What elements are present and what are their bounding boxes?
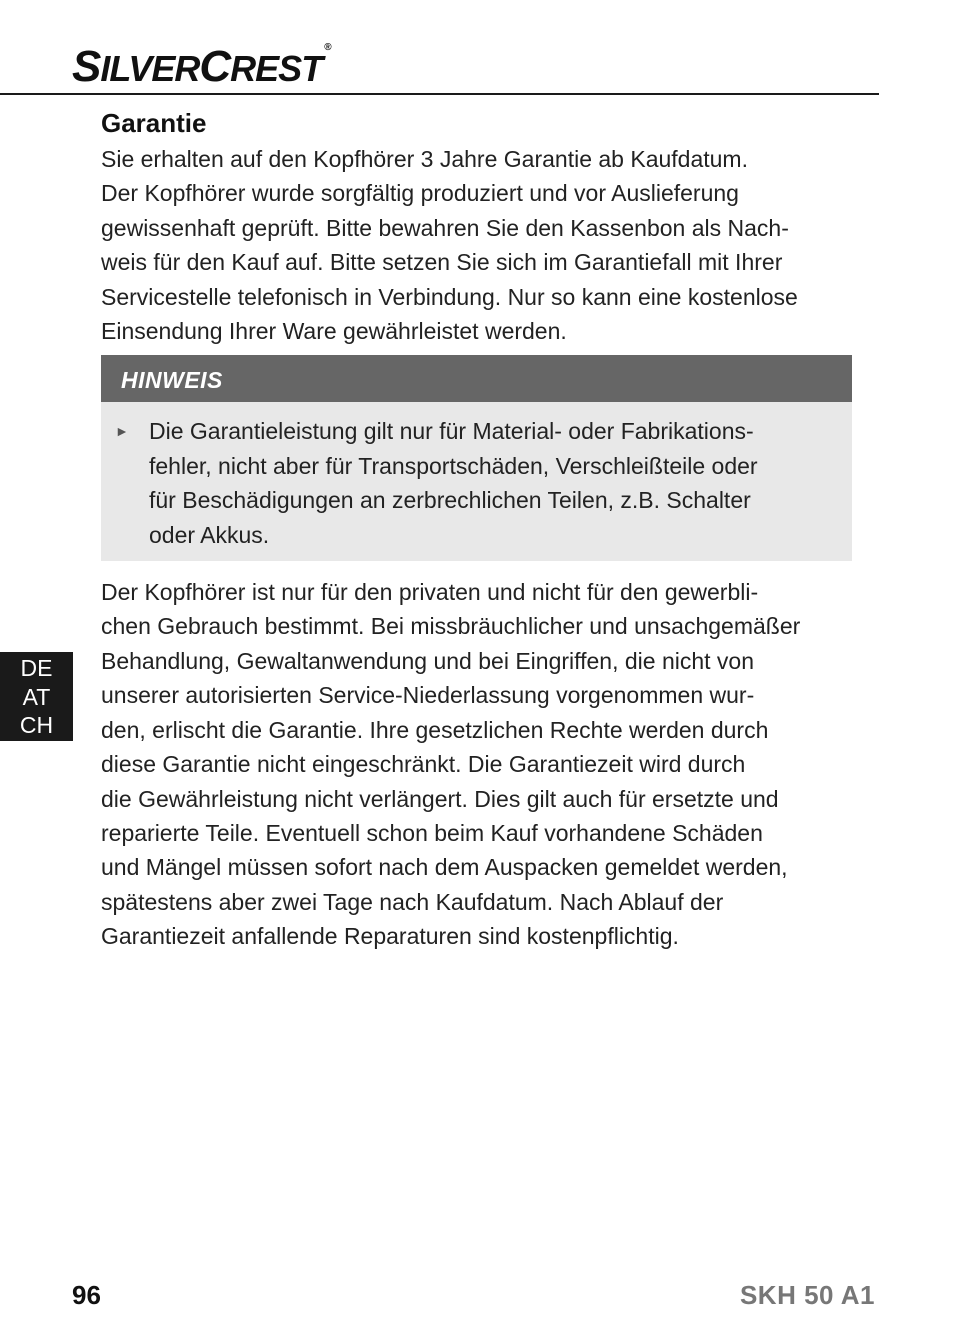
text-line: reparierte Teile. Eventuell schon beim Kauf vorhandene Schäden [101, 819, 763, 846]
text-line: Der Kopfhörer wurde sorgfältig produziert und vor Auslieferung [101, 180, 739, 207]
text-line: fehler, nicht aber für Transportschäden, Verschleißteile oder [149, 452, 758, 479]
logo-letter-s: S [72, 42, 101, 91]
text-line: Der Kopfhörer ist nur für den privaten und nicht für den gewerbli- [101, 579, 759, 606]
page-number: 96 [72, 1280, 101, 1310]
notice-box [101, 355, 852, 561]
notice-title: HINWEIS [101, 355, 852, 402]
logo-text-ilver: ILVER [100, 48, 200, 89]
text-line: Servicestelle telefonisch in Verbindung. Nur so kann eine kostenlose [101, 283, 798, 310]
text-line: spätestens aber zwei Tage nach Kaufdatum. Nach Ablauf der [101, 888, 724, 915]
text-line: Behandlung, Gewaltanwendung und bei Eingriffen, die nicht von [101, 647, 754, 674]
text-line: und Mängel müssen sofort nach dem Auspacken gemeldet werden, [101, 854, 788, 881]
language-tab [0, 652, 73, 741]
lang-de: DE [20, 655, 53, 681]
text-line: unserer autorisierten Service-Niederlassung vorgenommen wur- [101, 682, 755, 709]
logo-text-rest: REST [230, 48, 323, 89]
arrow-bullet-icon: ► [115, 423, 129, 440]
model-number: SKH 50 A1 [739, 1280, 875, 1310]
lang-ch: CH [19, 712, 54, 738]
lang-at: AT [22, 683, 51, 710]
header-rule [0, 93, 879, 95]
text-line: gewissenhaft geprüft. Bitte bewahren Sie den Kassenbon als Nach- [101, 214, 789, 241]
text-line: oder Akkus. [149, 521, 270, 548]
body-paragraph [101, 575, 853, 953]
text-line: für Beschädigungen an zerbrechlichen Teilen, z.B. Schalter [149, 487, 751, 514]
text-line: den, erlischt die Garantie. Ihre gesetzlichen Rechte werden durch [101, 716, 769, 743]
text-line: die Gewährleistung nicht verlängert. Dies gilt auch für ersetzte und [101, 785, 779, 812]
text-line: Einsendung Ihrer Ware gewährleistet werden. [101, 318, 567, 345]
intro-paragraph [101, 142, 853, 348]
registered-mark: ® [324, 42, 331, 53]
text-line: diese Garantie nicht eingeschränkt. Die Garantiezeit wird durch [101, 751, 746, 778]
text-line: Garantiezeit anfallende Reparaturen sind kostenpflichtig. [101, 923, 679, 950]
notice-body [101, 402, 852, 561]
logo-letter-c: C [199, 42, 231, 91]
notice-text [149, 414, 832, 552]
section-title: Garantie [101, 108, 207, 138]
text-line: Sie erhalten auf den Kopfhörer 3 Jahre Garantie ab Kaufdatum. [101, 146, 748, 172]
guarantee-section [101, 104, 853, 954]
text-line: weis für den Kauf auf. Bitte setzen Sie sich im Garantiefall mit Ihrer [101, 249, 783, 276]
text-line: chen Gebrauch bestimmt. Bei missbräuchlicher und unsachgemäßer [101, 613, 801, 640]
text-line: Die Garantieleistung gilt nur für Material- oder Fabrikations- [149, 418, 754, 445]
silvercrest-logo [72, 42, 331, 92]
